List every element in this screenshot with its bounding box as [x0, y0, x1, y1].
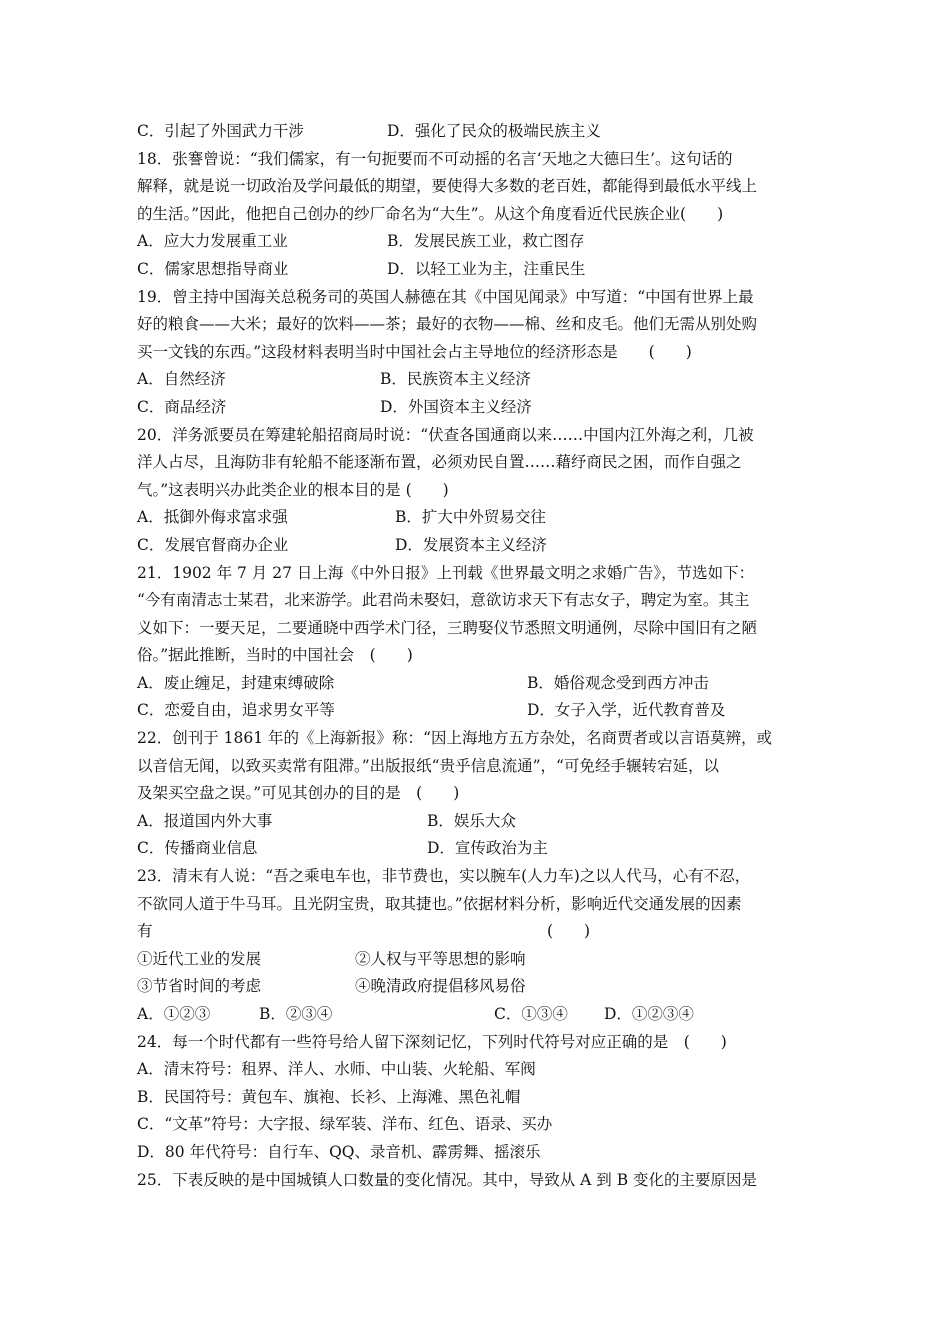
text-line — [137, 118, 817, 146]
text-line — [137, 256, 817, 284]
option-a: 有 — [137, 922, 153, 941]
option-a: A．抵御外侮求富求强 — [137, 508, 288, 527]
text-line — [137, 835, 817, 863]
exam-page — [137, 118, 817, 1194]
text-line: 的生活。”因此，他把自己创办的纱厂命名为“大生”。从这个角度看近代民族企业( ) — [137, 204, 724, 223]
text-line: 24．每一个时代都有一些符号给人留下深刻记忆，下列时代符号对应正确的是 ( ) — [137, 1032, 727, 1051]
text-line: B．民国符号：黄包车、旗袍、长衫、上海滩、黑色礼帽 — [137, 1087, 521, 1106]
text-line — [137, 366, 817, 394]
option-a: C．发展官督商办企业 — [137, 535, 289, 554]
text-line: 义如下：一要天足，二要通晓中西学术门径，三聘娶仪节悉照文明通例，尽除中国旧有之陋 — [137, 618, 758, 637]
option-a: ③节省时间的考虑 — [137, 977, 262, 996]
text-line: 19．曾主持中国海关总税务司的英国人赫德在其《中国见闻录》中写道：“中国有世界上最 — [137, 287, 754, 306]
text-line: 气。”这表明兴办此类企业的根本目的是 ( ) — [137, 480, 449, 499]
text-line: 以音信无闻，以致买卖常有阻滞。”出版报纸“贵乎信息流通”，“可免经手辗转宕延，以 — [137, 756, 719, 775]
text-line — [137, 670, 817, 698]
text-line: 22．创刊于 1861 年的《上海新报》称：“因上海地方五方杂处，名商贾者或以言语莫辨，或 — [137, 729, 772, 748]
option-b: D．外国资本主义经济 — [380, 397, 532, 416]
text-line: 解释，就是说一切政治及学问最低的期望，要使得大多数的老百姓，都能得到最低水平线上 — [137, 177, 758, 196]
text-line: 23．清末有人说：“吾之乘电车也，非节费也，实以腕车(人力车)之以人代马，心有不忍， — [137, 867, 751, 886]
option-b: D．宣传政治为主 — [427, 839, 548, 858]
option-a: C．商品经济 — [137, 397, 227, 416]
option-d: D．①②③④ — [604, 1005, 694, 1023]
option-a: A．废止缠足，封建束缚破除 — [137, 673, 335, 692]
text-line — [137, 394, 817, 422]
option-a: ①近代工业的发展 — [137, 949, 262, 968]
option-a: A．①②③ — [137, 1005, 211, 1023]
text-line: 好的粮食——大米；最好的饮料——茶；最好的衣物——棉、丝和皮毛。他们无需从别处购 — [137, 315, 758, 334]
text-line: 25．下表反映的是中国城镇人口数量的变化情况。其中，导致从 A 到 B 变化的主要原因是 — [137, 1170, 758, 1189]
text-line: A．清末符号：租界、洋人、水师、中山装、火轮船、军阀 — [137, 1060, 536, 1079]
option-b: B．扩大中外贸易交往 — [395, 508, 546, 527]
option-a: A．应大力发展重工业 — [137, 232, 288, 251]
option-b: D．女子入学，近代教育普及 — [527, 701, 726, 720]
text-line — [137, 973, 817, 1001]
text-line: “今有南清志士某君，北来游学。此君尚未娶妇，意欲访求天下有志女子，聘定为室。其主 — [137, 591, 750, 610]
option-a: A．自然经济 — [137, 370, 226, 389]
option-b: B．②③④ — [259, 1005, 333, 1023]
text-line: 洋人占尽，且海防非有轮船不能逐渐布置，必须劝民自置……藉纾商民之困，而作自强之 — [137, 453, 742, 472]
option-b: ( ) — [547, 922, 591, 941]
option-b: D．强化了民众的极端民族主义 — [387, 122, 601, 140]
option-b: ②人权与平等思想的影响 — [355, 949, 526, 968]
option-a: A．报道国内外大事 — [137, 811, 273, 830]
text-line — [137, 1001, 817, 1029]
text-line: 18．张謇曾说：“我们儒家，有一句扼要而不可动摇的名言‘天地之大德曰生’。这句话的 — [137, 149, 733, 168]
option-c: C．①③④ — [494, 1005, 568, 1023]
text-line — [137, 228, 817, 256]
option-a: C．引起了外国武力干涉 — [137, 122, 304, 140]
option-b: B．娱乐大众 — [427, 811, 516, 830]
text-line: 20．洋务派要员在筹建轮船招商局时说：“伏查各国通商以来……中国内江外海之利，几被 — [137, 425, 754, 444]
option-a: C．儒家思想指导商业 — [137, 259, 289, 278]
option-b: B．婚俗观念受到西方冲击 — [527, 673, 709, 692]
option-b: ④晚清政府提倡移风易俗 — [355, 977, 526, 996]
text-line: 不欲同人道于牛马耳。且光阴宝贵，取其捷也。”依据材料分析，影响近代交通发展的因素 — [137, 894, 742, 913]
option-b: B．民族资本主义经济 — [380, 370, 531, 389]
text-line: D．80 年代符号：自行车、QQ、录音机、霹雳舞、摇滚乐 — [137, 1142, 541, 1161]
option-b: B．发展民族工业，救亡图存 — [387, 232, 585, 251]
text-line — [137, 532, 817, 560]
option-b: D．以轻工业为主，注重民生 — [387, 259, 586, 278]
text-line: 俗。”据此推断，当时的中国社会 ( ) — [137, 646, 413, 665]
text-line — [137, 504, 817, 532]
text-line — [137, 697, 817, 725]
text-line: 及架买空盘之误。”可见其创办的目的是 ( ) — [137, 784, 460, 803]
option-a: C．传播商业信息 — [137, 839, 258, 858]
text-line — [137, 918, 817, 946]
option-a: C．恋爱自由，追求男女平等 — [137, 701, 335, 720]
text-line: C．“文革”符号：大字报、绿军装、洋布、红色、语录、买办 — [137, 1115, 553, 1134]
text-line — [137, 946, 817, 974]
text-line — [137, 808, 817, 836]
text-line: 21．1902 年 7 月 27 日上海《中外日报》上刊载《世界最文明之求婚广告》，节选如下： — [137, 563, 755, 582]
option-b: D．发展资本主义经济 — [395, 535, 547, 554]
text-line: 买一文钱的东西。”这段材料表明当时中国社会占主导地位的经济形态是 ( ) — [137, 342, 692, 361]
